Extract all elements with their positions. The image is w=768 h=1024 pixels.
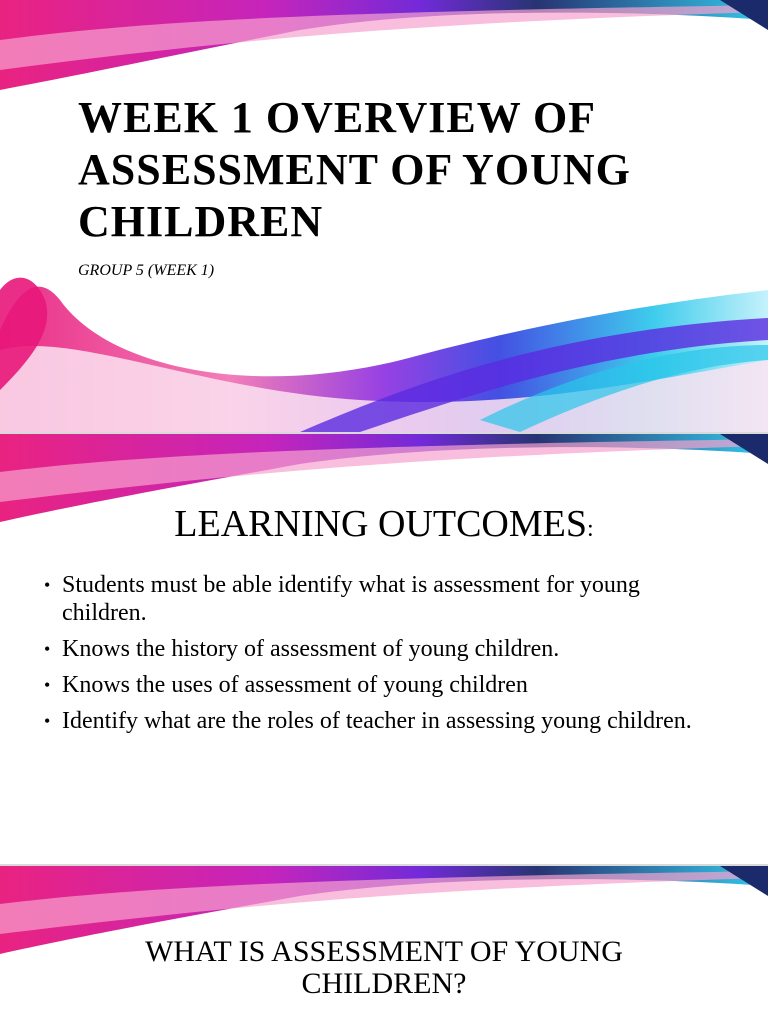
learning-outcomes-heading [0, 502, 768, 546]
title-line: CHILDREN? [301, 967, 467, 1000]
what-is-assessment-heading [0, 936, 768, 1000]
list-item [44, 635, 712, 663]
list-item [44, 671, 712, 699]
outcomes-list [44, 571, 712, 743]
slide-learning-outcomes [0, 434, 768, 864]
bullet-icon: • [44, 575, 51, 595]
list-item-text: Knows the history of assessment of young children. [62, 636, 560, 662]
list-item-text: Students must be able identify what is assessment for young children. [62, 572, 640, 626]
title-slide-heading [78, 92, 718, 248]
heading-text: LEARNING OUTCOMES [174, 503, 588, 545]
title-line: ASSESSMENT OF YOUNG [78, 145, 631, 194]
title-line: WHAT IS ASSESSMENT OF YOUNG [145, 935, 623, 968]
bullet-icon: • [44, 639, 51, 659]
heading-colon: : [587, 516, 594, 542]
title-line: CHILDREN [78, 197, 324, 246]
slide-what-is-assessment [0, 866, 768, 1024]
list-item-text: Knows the uses of assessment of young children [62, 672, 528, 698]
list-item [44, 571, 712, 627]
title-line: WEEK 1 OVERVIEW OF [78, 93, 597, 142]
title-slide-subtitle: GROUP 5 (WEEK 1) [78, 262, 215, 279]
bullet-icon: • [44, 675, 51, 695]
list-item [44, 707, 712, 735]
list-item-text: Identify what are the roles of teacher in assessing young children. [62, 708, 692, 734]
bullet-icon: • [44, 711, 51, 731]
slide-title [0, 0, 768, 432]
